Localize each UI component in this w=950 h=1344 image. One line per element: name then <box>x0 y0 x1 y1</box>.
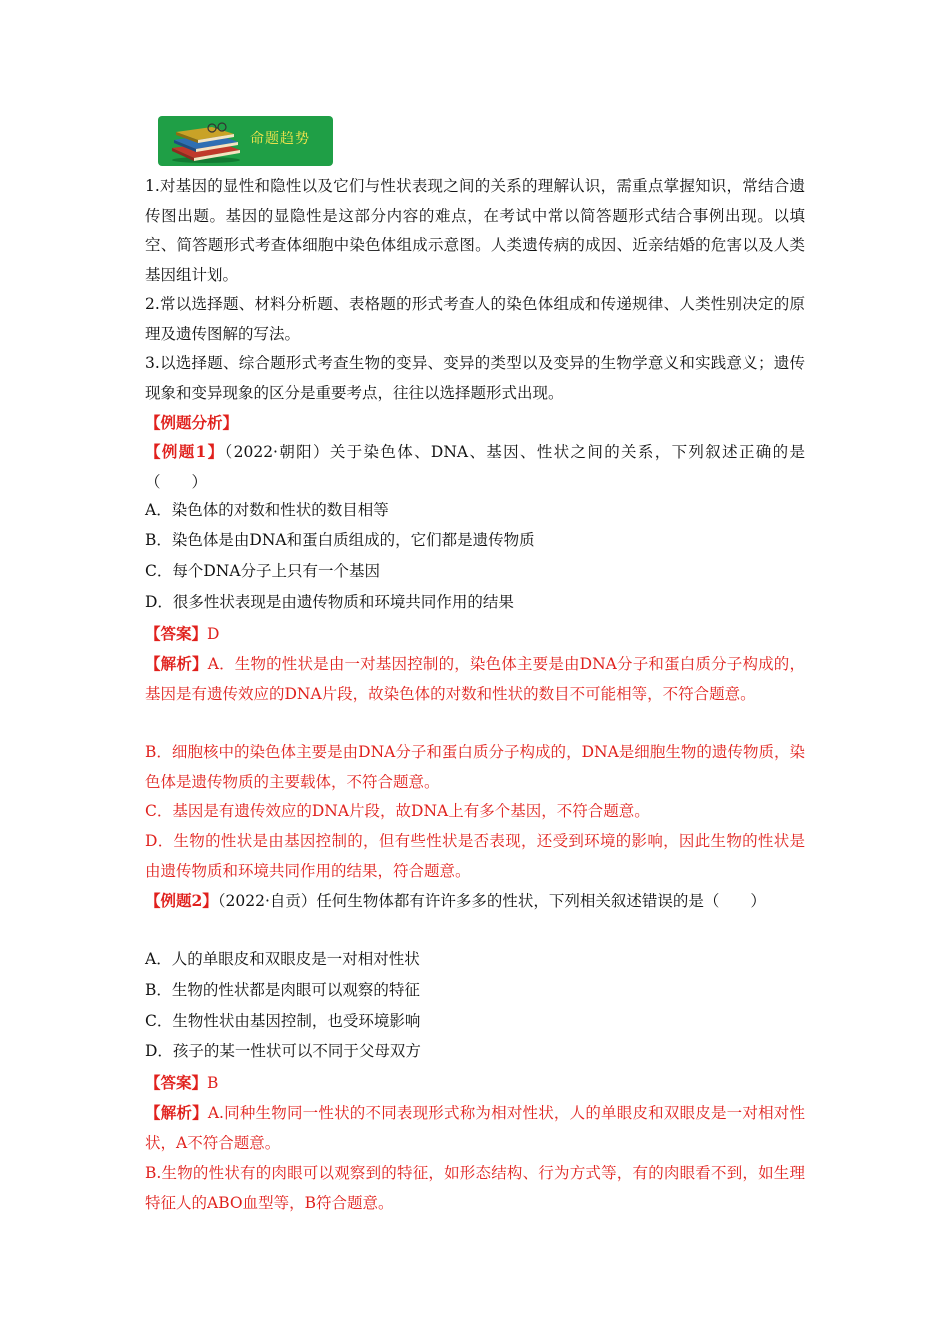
example1-tag: 【例题1】 <box>145 442 225 461</box>
example1-option-a: A．染色体的对数和性状的数目相等 <box>145 501 389 519</box>
example1-analysis-a <box>145 649 805 709</box>
trend-banner <box>158 116 333 166</box>
example1-analysis-tag: 【解析】 <box>145 654 208 673</box>
example2-analysis-a <box>145 1098 805 1158</box>
example1-option-b: B．染色体是由DNA和蛋白质组成的，它们都是遗传物质 <box>145 531 535 549</box>
example2-answer <box>145 1068 805 1099</box>
example1-option-d: D．很多性状表现是由遗传物质和环境共同作用的结果 <box>145 593 514 611</box>
books-icon <box>166 120 246 164</box>
example1-analysis-a-text: A．生物的性状是由一对基因控制的，染色体主要是由DNA分子和蛋白质分子构成的，基因是有遗传效应的DNA片段，故染色体的对数和性状的数目不可能相等，不符合题意。 <box>145 655 805 703</box>
banner-title: 命题趋势 <box>250 131 310 147</box>
example2-question <box>145 886 805 917</box>
trend-paragraph-2: 2.常以选择题、材料分析题、表格题的形式考查人的染色体组成和传递规律、人类性别决定的原理及遗传图解的写法。 <box>145 295 805 343</box>
example1-analysis-b: B．细胞核中的染色体主要是由DNA分子和蛋白质分子构成的，DNA是细胞生物的遗传物质，染色体是遗传物质的主要载体，不符合题意。 <box>145 743 805 791</box>
trend-paragraph-3: 3.以选择题、综合题形式考查生物的变异、变异的类型以及变异的生物学意义和实践意义；遗传现象和变异现象的区分是重要考点，往往以选择题形式出现。 <box>145 354 805 402</box>
example2-analysis-b: B.生物的性状有的肉眼可以观察到的特征，如形态结构、行为方式等，有的肉眼看不到，如生理特征人的ABO血型等，B符合题意。 <box>145 1164 805 1212</box>
example1-stem: （2022·朝阳）关于染色体、DNA、基因、性状之间的关系，下列叙述正确的是（ ） <box>145 443 805 491</box>
example2-option-c: C．生物性状由基因控制，也受环境影响 <box>145 1012 421 1030</box>
example1-answer-value: D <box>207 625 220 643</box>
example1-question <box>145 437 805 497</box>
example2-answer-value: B <box>207 1074 219 1092</box>
example2-stem: （2022·自贡）任何生物体都有许许多多的性状，下列相关叙述错误的是（ ） <box>217 892 766 910</box>
example2-tag: 【例题2】 <box>145 891 218 910</box>
example1-analysis-c: C．基因是有遗传效应的DNA片段，故DNA上有多个基因，不符合题意。 <box>145 802 650 820</box>
example2-option-a: A．人的单眼皮和双眼皮是一对相对性状 <box>145 950 420 968</box>
section-heading: 【例题分析】 <box>145 413 239 432</box>
example2-option-d: D．孩子的某一性状可以不同于父母双方 <box>145 1042 421 1060</box>
example1-option-c: C．每个DNA分子上只有一个基因 <box>145 562 381 580</box>
example2-answer-tag: 【答案】 <box>145 1073 208 1092</box>
example1-analysis-d: D．生物的性状是由基因控制的，但有些性状是否表现，还受到环境的影响，因此生物的性状是由遗传物质和环境共同作用的结果，符合题意。 <box>145 832 805 880</box>
example1-answer-tag: 【答案】 <box>145 624 208 643</box>
trend-paragraph-1: 1.对基因的显性和隐性以及它们与性状表现之间的关系的理解认识，需重点掌握知识，常结合遗传图出题。基因的显隐性是这部分内容的难点，在考试中常以简答题形式结合事例出现。以填空、简答题形式考查体细胞中染色体组成示意图。人类遗传病的成因、近亲结婚的危害以及人类基因组计划。 <box>145 177 805 284</box>
example2-analysis-tag: 【解析】 <box>145 1103 208 1122</box>
example2-analysis-a-text: A.同种生物同一性状的不同表现形式称为相对性状，人的单眼皮和双眼皮是一对相对性状，A不符合题意。 <box>145 1104 805 1152</box>
example2-option-b: B．生物的性状都是肉眼可以观察的特征 <box>145 981 420 999</box>
example1-answer <box>145 619 805 650</box>
